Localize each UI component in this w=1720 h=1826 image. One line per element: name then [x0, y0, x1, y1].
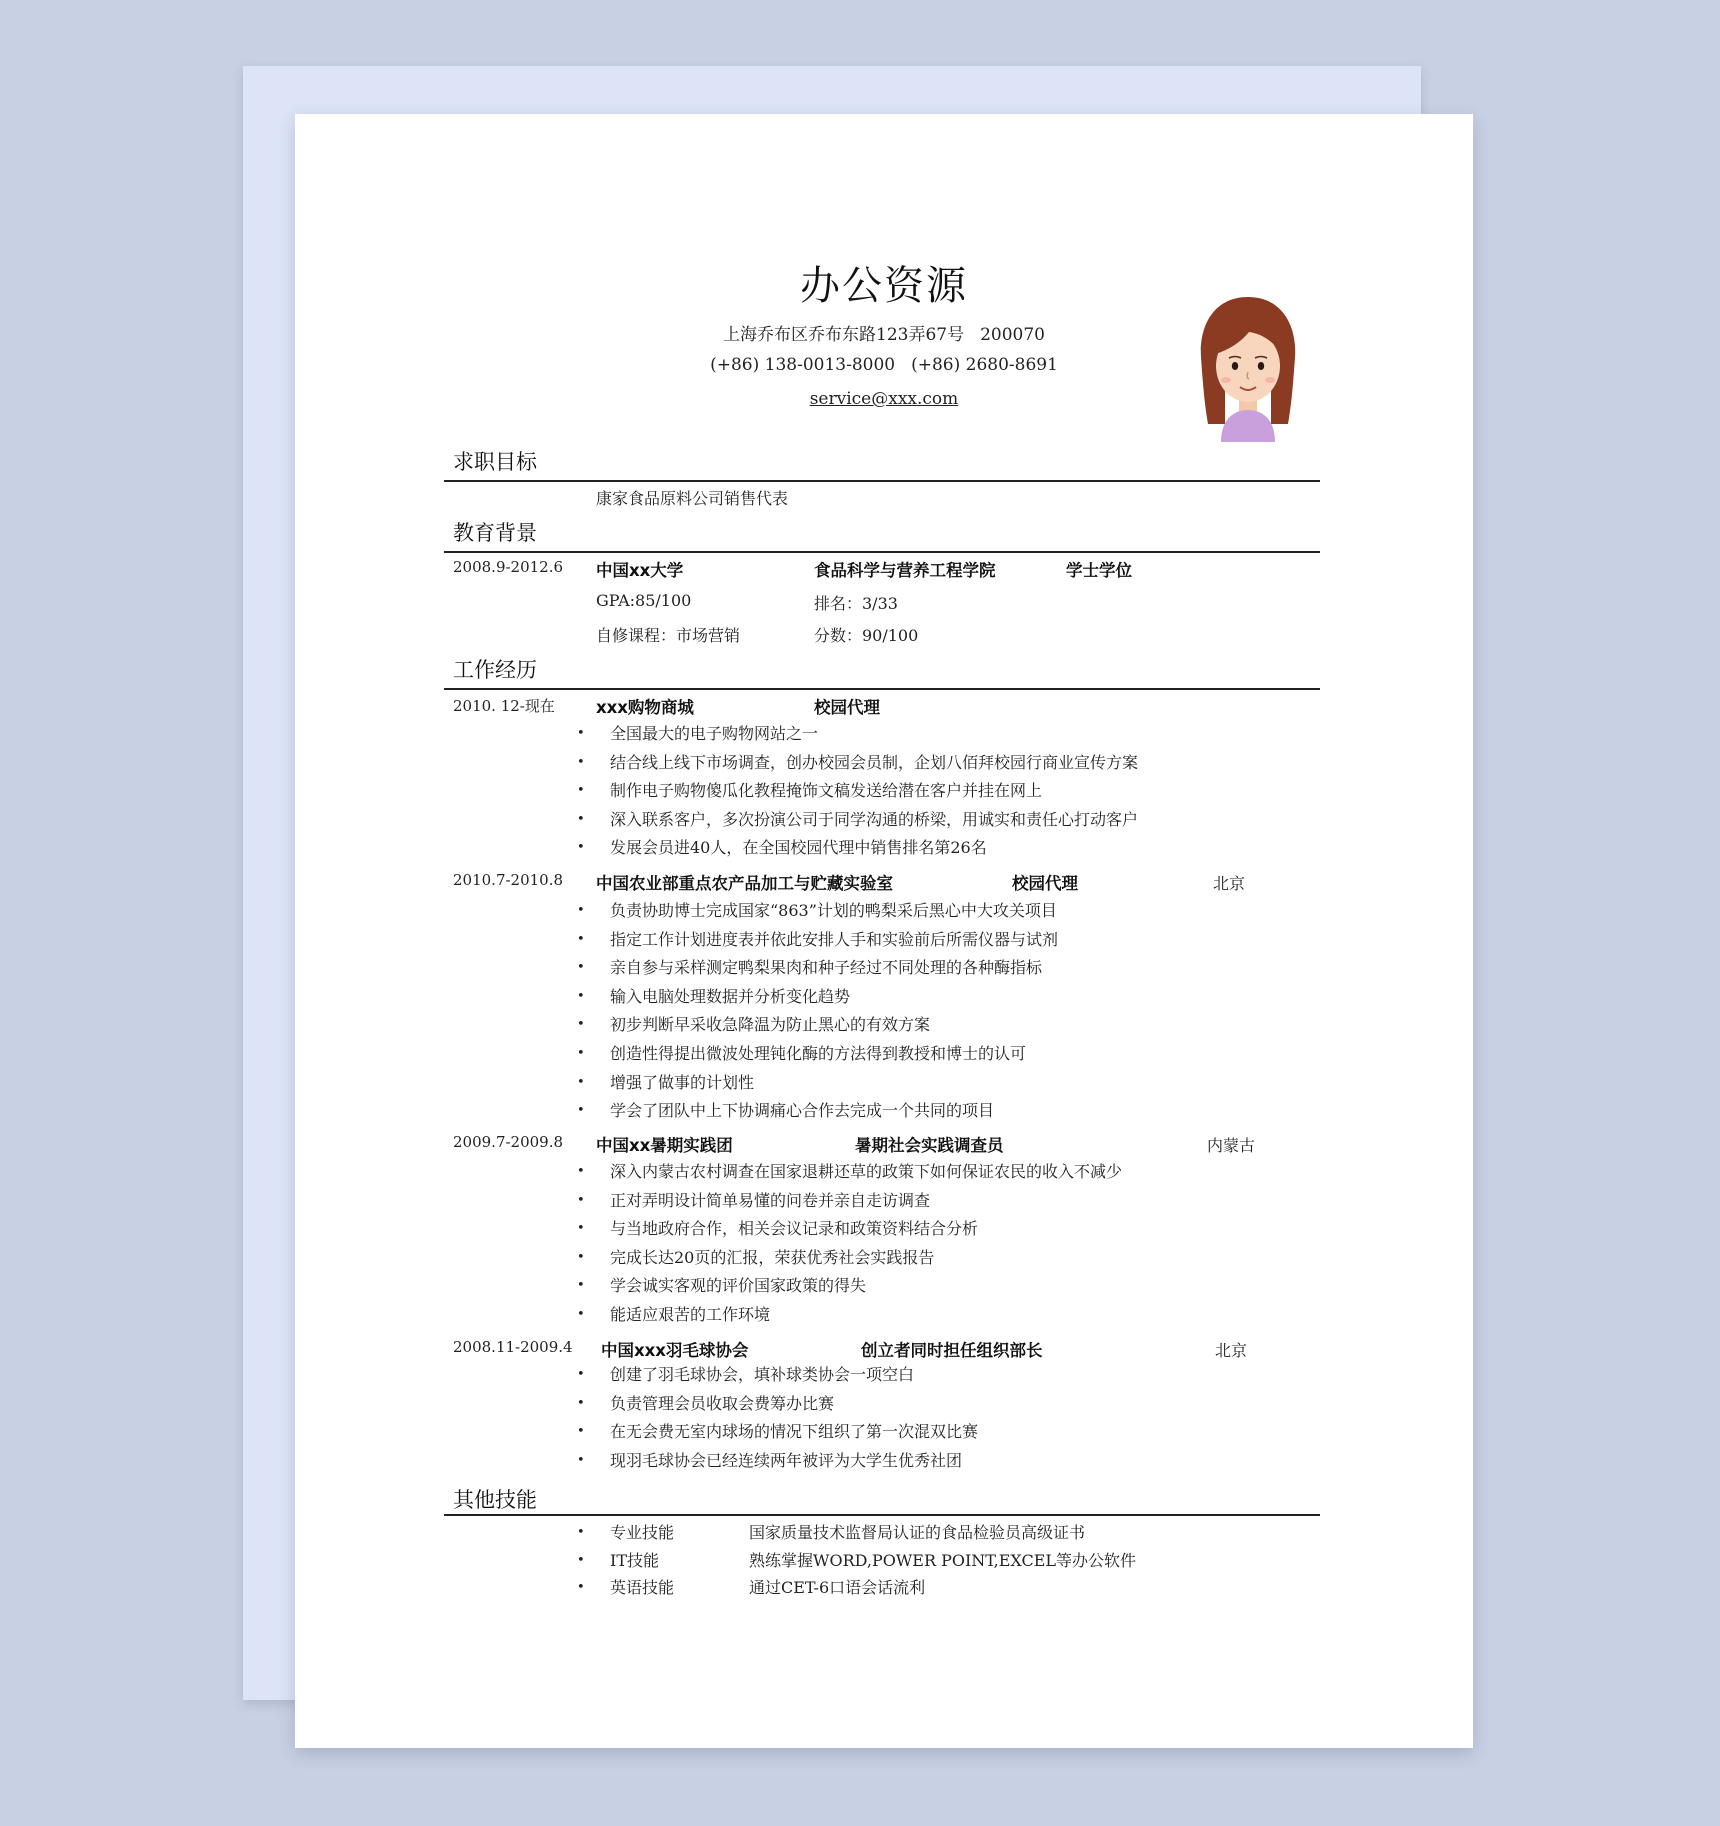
- list-item: • 学会了团队中上下协调痛心合作去完成一个共同的项目: [577, 1097, 1058, 1126]
- section-title-objective: 求职目标: [453, 450, 537, 474]
- education-score: 分数：90/100: [814, 626, 919, 645]
- job-role: 创立者同时担任组织部长: [861, 1341, 1043, 1360]
- list-item: • 输入电脑处理数据并分析变化趋势: [577, 983, 1058, 1012]
- girl-avatar-icon: [1193, 292, 1303, 442]
- list-item: • 正对弄明设计简单易懂的问卷并亲自走访调查: [577, 1187, 1122, 1216]
- job-role: 校园代理: [814, 698, 880, 717]
- job-org: 中国xxx羽毛球协会: [601, 1341, 749, 1360]
- list-item: • 增强了做事的计划性: [577, 1069, 1058, 1098]
- job-date: 2010.7-2010.8: [453, 871, 564, 889]
- job-role: 暑期社会实践调查员: [855, 1136, 1004, 1155]
- list-item: • 能适应艰苦的工作环境: [577, 1301, 1122, 1330]
- list-item: • 指定工作计划进度表并依此安排人手和实验前后所需仪器与试剂: [577, 926, 1058, 955]
- resume-page: [295, 114, 1473, 1748]
- job-bullets: [577, 1361, 978, 1475]
- list-item: • 发展会员进40人，在全国校园代理中销售排名第26名: [577, 834, 1138, 863]
- section-rule: [444, 551, 1320, 553]
- skill-desc: 熟练掌握WORD,POWER POINT,EXCEL等办公软件: [749, 1550, 1137, 1570]
- job-bullets: [577, 897, 1058, 1126]
- education-school: 中国xx大学: [596, 561, 684, 580]
- objective-text: 康家食品原料公司销售代表: [596, 489, 789, 508]
- list-item: • 全国最大的电子购物网站之一: [577, 720, 1138, 749]
- address: 上海乔布区乔布东路123弄67号: [723, 325, 965, 345]
- education-rank: 排名：3/33: [814, 594, 898, 613]
- skill-desc: 国家质量技术监督局认证的食品检验员高级证书: [749, 1523, 1086, 1542]
- job-date: 2009.7-2009.8: [453, 1133, 564, 1151]
- job-bullets: [577, 720, 1138, 863]
- education-date: 2008.9-2012.6: [453, 558, 564, 576]
- list-item: • 初步判断早采收急降温为防止黑心的有效方案: [577, 1011, 1058, 1040]
- postcode: 200070: [980, 325, 1045, 345]
- list-item: • 现羽毛球协会已经连续两年被评为大学生优秀社团: [577, 1447, 978, 1476]
- skill-name: 英语技能: [610, 1578, 675, 1597]
- resume-name: 办公资源: [800, 263, 968, 309]
- list-item: • 亲自参与采样测定鸭梨果肉和种子经过不同处理的各种酶指标: [577, 954, 1058, 983]
- education-college: 食品科学与营养工程学院: [814, 561, 996, 580]
- job-place: 内蒙古: [1207, 1136, 1256, 1155]
- list-item: • 深入内蒙古农村调查在国家退耕还草的政策下如何保证农民的收入不减少: [577, 1158, 1122, 1187]
- section-rule: [444, 688, 1320, 690]
- job-place: 北京: [1215, 1341, 1248, 1360]
- job-date: 2010. 12-现在: [453, 697, 555, 715]
- section-rule: [444, 480, 1320, 482]
- list-item: • 深入联系客户，多次扮演公司于同学沟通的桥梁，用诚实和责任心打动客户: [577, 806, 1138, 835]
- skill-name: IT技能: [610, 1550, 659, 1570]
- list-item: • 创建了羽毛球协会，填补球类协会一项空白: [577, 1361, 978, 1390]
- list-item: • 制作电子购物傻瓜化教程掩饰文稿发送给潜在客户并挂在网上: [577, 777, 1138, 806]
- job-org: xxx购物商城: [596, 698, 694, 717]
- job-org: 中国农业部重点农产品加工与贮藏实验室: [596, 874, 893, 893]
- list-item: • 学会诚实客观的评价国家政策的得失: [577, 1272, 1122, 1301]
- job-bullets: [577, 1158, 1122, 1330]
- list-item: • 完成长达20页的汇报，荣获优秀社会实践报告: [577, 1244, 1122, 1273]
- skill-desc: 通过CET-6口语会话流利: [749, 1578, 926, 1597]
- job-date: 2008.11-2009.4: [453, 1338, 573, 1356]
- education-course: 自修课程：市场营销: [596, 626, 741, 645]
- email-link[interactable]: service@xxx.com: [809, 389, 959, 409]
- education-gpa: GPA:85/100: [596, 591, 692, 610]
- phone-mobile: (+86) 138-0013-8000: [710, 355, 896, 375]
- list-item: • 结合线上线下市场调查，创办校园会员制，企划八佰拜校园行商业宣传方案: [577, 749, 1138, 778]
- list-item: • 负责管理会员收取会费筹办比赛: [577, 1390, 978, 1419]
- section-title-skills: 其他技能: [453, 1488, 537, 1512]
- list-item: • 在无会费无室内球场的情况下组织了第一次混双比赛: [577, 1418, 978, 1447]
- list-item: • 负责协助博士完成国家“863”计划的鸭梨采后黑心中大攻关项目: [577, 897, 1058, 926]
- section-title-work: 工作经历: [453, 658, 537, 682]
- list-item: • 与当地政府合作，相关会议记录和政策资料结合分析: [577, 1215, 1122, 1244]
- education-degree: 学士学位: [1066, 561, 1132, 580]
- skill-name: 专业技能: [610, 1523, 675, 1542]
- section-title-education: 教育背景: [453, 521, 537, 545]
- phone-landline: (+86) 2680-8691: [911, 355, 1058, 375]
- job-org: 中国xx暑期实践团: [596, 1136, 733, 1155]
- job-place: 北京: [1213, 874, 1246, 893]
- list-item: • 创造性得提出微波处理钝化酶的方法得到教授和博士的认可: [577, 1040, 1058, 1069]
- job-role: 校园代理: [1012, 874, 1078, 893]
- section-rule: [444, 1514, 1320, 1516]
